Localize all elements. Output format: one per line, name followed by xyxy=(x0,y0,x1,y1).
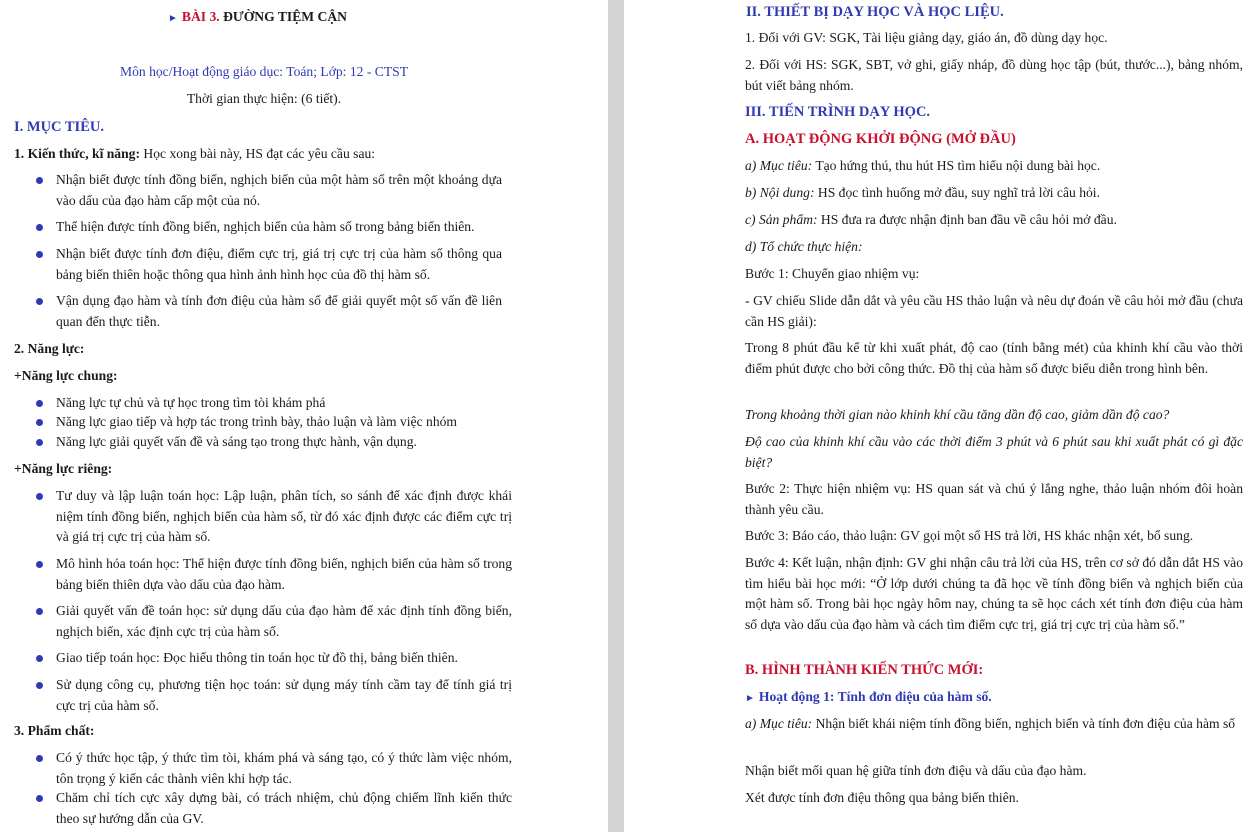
step-2: Bước 2: Thực hiện nhiệm vụ: HS quan sát và chú ý lắng nghe, thảo luận nhóm đôi hoàn thành yêu cầu. xyxy=(745,481,1243,517)
bullet-dot xyxy=(36,419,43,426)
bullet-dot xyxy=(36,400,43,407)
bullet-dot xyxy=(36,682,43,689)
list-item: Năng lực tự chủ và tự học trong tìm tòi khám phá xyxy=(56,395,326,410)
qualities-heading: 3. Phẩm chất: xyxy=(14,723,95,738)
specific-competence-heading: +Năng lực riêng: xyxy=(14,461,113,476)
document-page-right xyxy=(624,0,1248,832)
document-page-left xyxy=(0,0,608,832)
bullet-dot xyxy=(36,608,43,615)
list-item: Năng lực giao tiếp và hợp tác trong trình bày, thảo luận và làm việc nhóm xyxy=(56,414,457,429)
step-4: Bước 4: Kết luận, nhận định: GV ghi nhận câu trả lời của HS, trên cơ sở đó dẫn dắt HS vào tìm hiểu bài học mới: “Ở lớp dưới chúng ta đã học về tính đồng biến và nghịch biến của một hàm số. Trong bài học ngày hôm nay, chúng ta sẽ học cách xét tính đơn điệu của hàm số dựa vào dấu của đạo hàm và cách tìm điểm cực trị, giá trị cực trị của hàm số.” xyxy=(745,555,1243,632)
knowledge-skills-line: 1. Kiến thức, kĩ năng: Học xong bài này, HS đạt các yêu cầu sau: xyxy=(14,146,376,161)
student-materials: 2. Đối với HS: SGK, SBT, vở ghi, giấy nháp, đồ dùng học tập (bút, thước...), bảng nhóm, bút viết bảng nhóm. xyxy=(745,57,1243,93)
bullet-dot xyxy=(36,561,43,568)
general-competence-heading: +Năng lực chung: xyxy=(14,368,118,383)
bullet-dot xyxy=(36,224,43,231)
step-3: Bước 3: Báo cáo, thảo luận: GV gọi một số HS trả lời, HS khác nhận xét, bổ sung. xyxy=(745,528,1194,543)
list-item: Giải quyết vấn đề toán học: sử dụng dấu của đạo hàm để xác định tính đồng biến, nghịch biến, xác định cực trị của hàm số. xyxy=(56,603,512,639)
question-1: Trong khoảng thời gian nào khinh khí cầu tăng dần độ cao, giảm dần độ cao? xyxy=(745,407,1170,422)
duration-line: Thời gian thực hiện: (6 tiết). xyxy=(186,91,342,106)
objective-detail-1: Nhận biết mối quan hệ giữa tính đơn điệu và dấu của đạo hàm. xyxy=(745,763,1087,778)
lesson-title: ► BÀI 3. ĐƯỜNG TIỆM CẬN xyxy=(168,9,347,24)
list-item: Mô hình hóa toán học: Thể hiện được tính đồng biến, nghịch biến của hàm số trong bảng biến thiên dựa vào dấu của đạo hàm. xyxy=(56,556,512,592)
organization-label: d) Tổ chức thực hiện: xyxy=(745,239,863,254)
bullet-dot xyxy=(36,655,43,662)
list-item: Chăm chỉ tích cực xây dựng bài, có trách nhiệm, chủ động chiếm lĩnh kiến thức theo sự hướng dẫn của GV. xyxy=(56,790,512,826)
list-item: Thể hiện được tính đồng biến, nghịch biến của hàm số trong bảng biến thiên. xyxy=(56,219,475,234)
activity-b-heading: B. HÌNH THÀNH KIẾN THỨC MỚI: xyxy=(745,662,984,678)
bullet-dot xyxy=(36,439,43,446)
activity-1-heading: ► Hoạt động 1: Tính đơn điệu của hàm số. xyxy=(745,689,992,704)
section-process-heading: III. TIẾN TRÌNH DẠY HỌC. xyxy=(745,104,931,120)
objective-line: a) Mục tiêu: Tạo hứng thú, thu hút HS tìm hiểu nội dung bài học. xyxy=(745,158,1101,173)
product-line: c) Sản phẩm: HS đưa ra được nhận định ban đầu về câu hỏi mở đầu. xyxy=(745,212,1117,227)
page-gutter xyxy=(608,0,624,832)
objective-detail-2: Xét được tính đơn điệu thông qua bảng biến thiên. xyxy=(745,790,1019,805)
list-item: Sử dụng công cụ, phương tiện học toán: sử dụng máy tính cầm tay để tính giá trị cực trị của hàm số. xyxy=(56,677,512,713)
bullet-dot xyxy=(36,298,43,305)
subject-line: Môn học/Hoạt động giáo dục: Toán; Lớp: 12 - CTST xyxy=(119,64,409,79)
content-line: b) Nội dung: HS đọc tình huống mở đầu, suy nghĩ trả lời câu hỏi. xyxy=(745,185,1100,200)
activity-1-objective: a) Mục tiêu: Nhận biết khái niệm tính đồng biến, nghịch biến và tính đơn điệu của hàm số xyxy=(745,716,1236,731)
list-item: Năng lực giải quyết vấn đề và sáng tạo trong thực hành, vận dụng. xyxy=(56,434,417,449)
step-1: Bước 1: Chuyển giao nhiệm vụ: xyxy=(745,266,920,281)
section-equipment-heading: II. THIẾT BỊ DẠY HỌC VÀ HỌC LIỆU. xyxy=(746,4,1004,20)
bullet-dot xyxy=(36,795,43,802)
list-item: Tư duy và lập luận toán học: Lập luận, phân tích, so sánh để xác định được khái niệm tính đồng biến, nghịch biến của hàm số, từ đó xác định được các điểm cực trị và giá trị cực trị của hàm số. xyxy=(56,488,512,544)
teacher-slide-instruction: - GV chiếu Slide dẫn dắt và yêu cầu HS thảo luận và nêu dự đoán về câu hỏi mở đầu (chưa cần HS giải): xyxy=(745,293,1243,329)
list-item: Vận dụng đạo hàm và tính đơn điệu của hàm số để giải quyết một số vấn đề liên quan đến thực tiễn. xyxy=(56,293,502,329)
balloon-problem: Trong 8 phút đầu kể từ khi xuất phát, độ cao (tính bằng mét) của khinh khí cầu vào thời điểm phút được cho bởi công thức. Đồ thị của hàm số được biểu diễn trong hình bên. xyxy=(745,340,1243,376)
competence-heading: 2. Năng lực: xyxy=(14,341,85,356)
bullet-dot xyxy=(36,177,43,184)
bullet-dot xyxy=(36,493,43,500)
teacher-materials: 1. Đối với GV: SGK, Tài liệu giảng dạy, giáo án, đồ dùng dạy học. xyxy=(745,30,1108,45)
bullet-dot xyxy=(36,755,43,762)
section-objectives-heading: I. MỤC TIÊU. xyxy=(14,119,104,135)
list-item: Giao tiếp toán học: Đọc hiểu thông tin toán học từ đồ thị, bảng biến thiên. xyxy=(56,650,458,665)
list-item: Nhận biết được tính đơn điệu, điểm cực trị, giá trị cực trị của hàm số thông qua bảng biến thiên hoặc thông qua hình ảnh hình học của đồ thị hàm số. xyxy=(56,246,502,282)
list-item: Có ý thức học tập, ý thức tìm tòi, khám phá và sáng tạo, có ý thức làm việc nhóm, tôn trọng ý kiến các thành viên khi hợp tác. xyxy=(56,750,512,786)
list-item: Nhận biết được tính đồng biến, nghịch biến của một hàm số trên một khoảng dựa vào dấu của đạo hàm cấp một của nó. xyxy=(56,172,502,208)
bullet-dot xyxy=(36,251,43,258)
activity-a-heading: A. HOẠT ĐỘNG KHỞI ĐỘNG (MỞ ĐẦU) xyxy=(745,131,1016,147)
question-2: Độ cao của khinh khí cầu vào các thời điểm 3 phút và 6 phút sau khi xuất phát có gì đặc biệt? xyxy=(745,434,1243,470)
